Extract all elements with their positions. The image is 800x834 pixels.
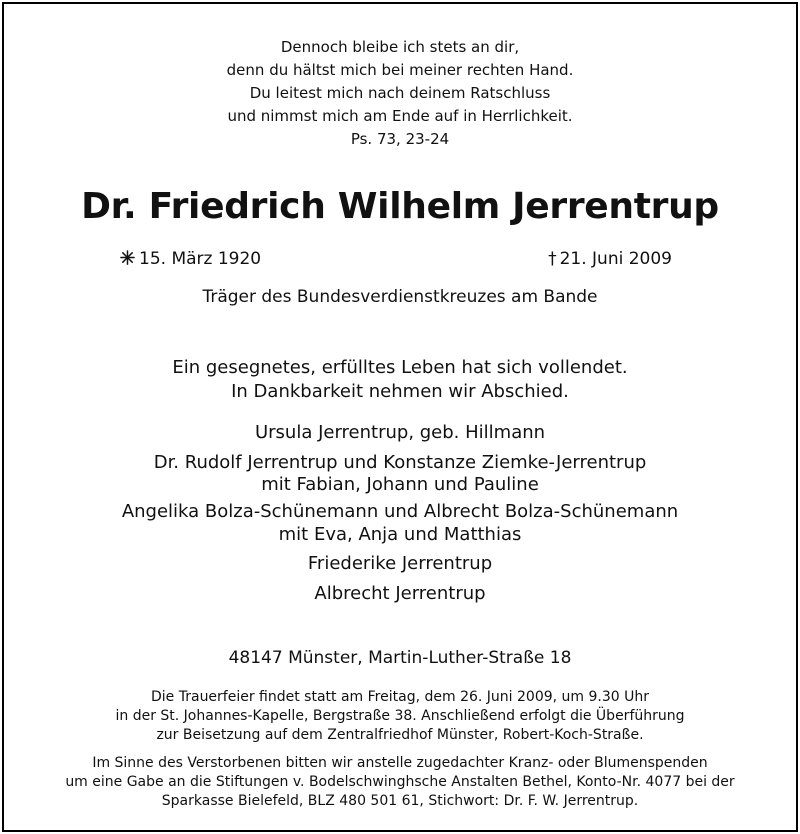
mourner-line: Friederike Jerrentrup <box>307 553 493 574</box>
verse-line: denn du hältst mich bei meiner rechten Hand. <box>226 61 574 79</box>
mourner-line: mit Eva, Anja und Matthias <box>278 524 522 545</box>
verse-line: und nimmst mich am Ende auf in Herrlichkeit. <box>227 107 573 125</box>
donation-line: um eine Gabe an die Stiftungen v. Bodelschwinghsche Anstalten Bethel, Konto-Nr. 4077 bei der <box>65 774 735 790</box>
birth-date-row <box>120 249 261 269</box>
death-date: 21. Juni 2009 <box>559 249 672 269</box>
asterisk-birth-icon <box>120 250 135 265</box>
mourner-line: Dr. Rudolf Jerrentrup und Konstanze Ziemke-Jerrentrup <box>153 452 647 473</box>
mourner-line: mit Fabian, Johann und Pauline <box>261 474 539 495</box>
death-date-row <box>548 249 672 269</box>
statement-line: In Dankbarkeit nehmen wir Abschied. <box>231 381 569 402</box>
address-line: 48147 Münster, Martin-Luther-Straße 18 <box>228 648 572 668</box>
obituary-notice <box>2 2 798 832</box>
funeral-line: in der St. Johannes-Kapelle, Bergstraße 38. Anschließend erfolgt die Überführung <box>115 708 685 724</box>
birth-date: 15. März 1920 <box>139 249 262 269</box>
verse-line: Dennoch bleibe ich stets an dir, <box>280 38 520 56</box>
honor-line: Träger des Bundesverdienstkreuzes am Bande <box>202 287 598 307</box>
death-cross-symbol: † <box>548 249 557 269</box>
funeral-line: zur Beisetzung auf dem Zentralfriedhof Münster, Robert-Koch-Straße. <box>156 727 644 743</box>
verse-reference: Ps. 73, 23-24 <box>350 130 450 148</box>
deceased-name: Dr. Friedrich Wilhelm Jerrentrup <box>81 186 719 227</box>
donation-line: Im Sinne des Verstorbenen bitten wir anstelle zugedachter Kranz- oder Blumenspenden <box>92 755 708 771</box>
mourner-line: Albrecht Jerrentrup <box>314 583 486 604</box>
mourner-line: Ursula Jerrentrup, geb. Hillmann <box>254 422 546 443</box>
statement-line: Ein gesegnetes, erfülltes Leben hat sich vollendet. <box>172 357 628 378</box>
mourner-line: Angelika Bolza-Schünemann und Albrecht Bolza-Schünemann <box>121 501 679 522</box>
verse-line: Du leitest mich nach deinem Ratschluss <box>249 84 551 102</box>
funeral-line: Die Trauerfeier findet statt am Freitag, dem 26. Juni 2009, um 9.30 Uhr <box>151 689 649 705</box>
donation-line: Sparkasse Bielefeld, BLZ 480 501 61, Stichwort: Dr. F. W. Jerrentrup. <box>161 793 639 809</box>
